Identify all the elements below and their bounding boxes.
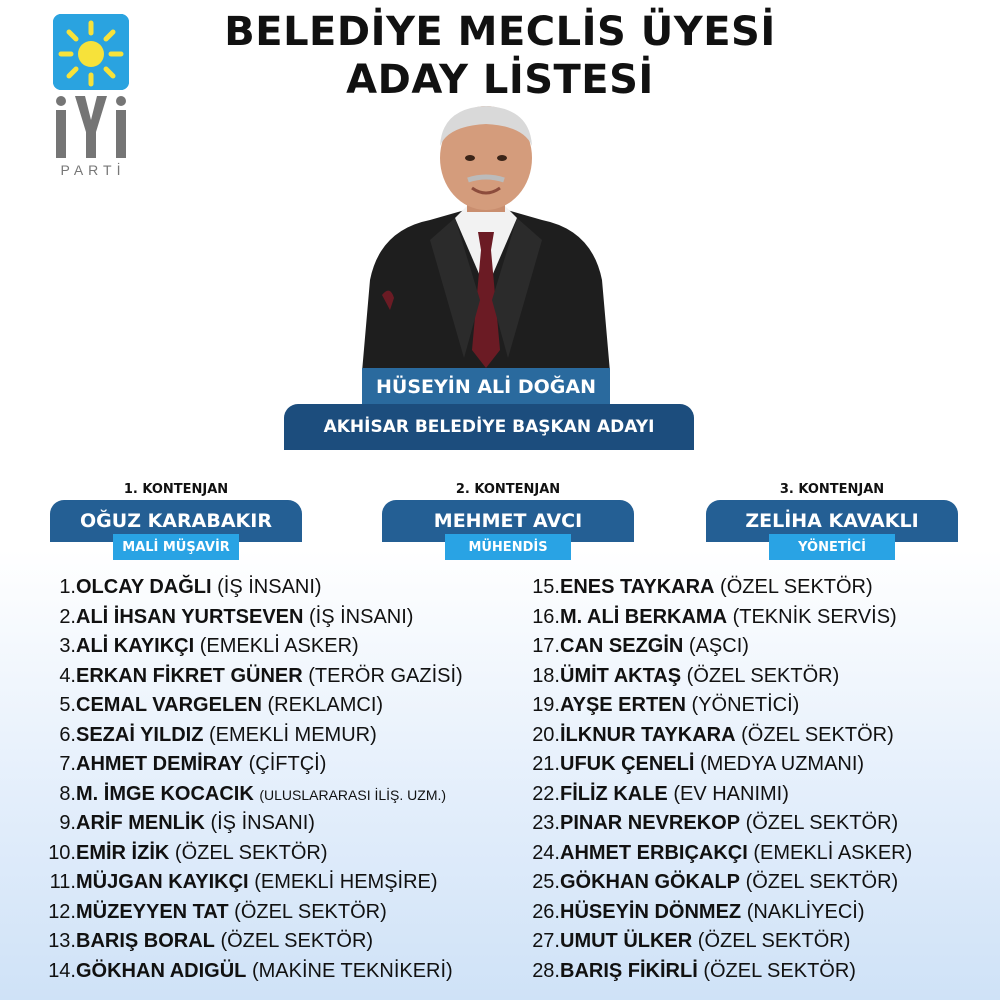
list-item-name: MÜZEYYEN TAT — [76, 900, 229, 923]
list-item-name: M. ALİ BERKAMA — [560, 605, 728, 628]
list-item-number: 22. — [532, 782, 560, 805]
title-line-1: BELEDİYE MECLİS ÜYESİ — [224, 9, 776, 55]
list-item-number: 5. — [59, 694, 76, 716]
quota-1 — [50, 482, 302, 560]
list-item-job: (REKLAMCI) — [267, 694, 384, 716]
title-line-2: ADAY LİSTESİ — [346, 57, 654, 103]
list-item-job: (ÖZEL SEKTÖR) — [745, 812, 899, 834]
list-item — [40, 957, 463, 987]
list-item-job: (TERÖR GAZİSİ) — [308, 664, 463, 687]
list-item-number: 16. — [532, 605, 560, 628]
list-item — [40, 662, 463, 692]
list-item-name: GÖKHAN GÖKALP — [560, 871, 740, 893]
list-item — [40, 780, 463, 810]
list-item-job: (ÖZEL SEKTÖR) — [174, 841, 328, 864]
list-item-name: EMİR İZİK — [76, 841, 170, 864]
list-item — [522, 927, 912, 957]
list-item-job: (EMEKLİ MEMUR) — [208, 723, 377, 746]
list-item-number: 6. — [59, 723, 76, 746]
list-item-job: (ULUSLARARASI İLİŞ. UZM.) — [259, 786, 447, 803]
quota-job: MÜHENDİS — [445, 534, 571, 560]
quota-label: 2. KONTENJAN — [455, 482, 561, 497]
list-item — [40, 573, 463, 603]
list-item-name: UMUT ÜLKER — [560, 930, 693, 952]
quota-name: MEHMET AVCI — [382, 500, 634, 542]
list-item-number: 24. — [532, 841, 560, 864]
list-item-job: (YÖNETİCİ) — [691, 694, 800, 716]
list-item-number: 27. — [532, 930, 560, 952]
list-item-name: AHMET DEMİRAY — [76, 753, 244, 775]
list-item-number: 14. — [48, 959, 76, 982]
list-item — [40, 632, 463, 662]
list-item-job: (AŞCI) — [688, 635, 749, 657]
list-item — [522, 573, 912, 603]
list-item-name: CAN SEZGİN — [560, 635, 684, 657]
list-item-job: (ÖZEL SEKTÖR) — [720, 576, 873, 598]
list-item-number: 8. — [59, 782, 76, 805]
list-item — [522, 868, 912, 898]
quota-name: ZELİHA KAVAKLI — [706, 500, 958, 542]
list-item — [522, 662, 912, 692]
list-item-job: (ÖZEL SEKTÖR) — [220, 930, 374, 952]
list-item-name: ALİ KAYIKÇI — [76, 635, 195, 657]
list-item-name: MÜJGAN KAYIKÇI — [76, 871, 249, 893]
page-title — [150, 8, 850, 104]
list-item — [40, 927, 463, 957]
list-item-number: 2. — [59, 605, 76, 628]
list-item-job: (İŞ İNSANI) — [309, 605, 414, 628]
list-item-number: 15. — [532, 576, 560, 598]
list-item — [522, 750, 912, 780]
list-item-job: (MEDYA UZMANI) — [700, 753, 865, 775]
list-item — [522, 603, 912, 633]
list-item-number: 26. — [532, 900, 560, 923]
list-item-job: (NAKLİYECİ) — [746, 900, 865, 923]
member-list-right — [522, 573, 912, 986]
quota-3 — [706, 482, 958, 560]
list-item-number: 11. — [49, 871, 76, 893]
list-item-job: (İŞ İNSANI) — [210, 812, 315, 834]
list-item-number: 25. — [532, 871, 560, 893]
list-item-name: AHMET ERBIÇAKÇI — [560, 841, 748, 864]
sun-icon — [53, 14, 129, 90]
list-item — [40, 721, 463, 751]
candidate-name: HÜSEYİN ALİ DOĞAN — [362, 368, 610, 406]
list-item-number: 12. — [48, 900, 76, 923]
list-item-number: 9. — [59, 812, 76, 834]
list-item-job: (ÇİFTÇİ) — [248, 753, 327, 775]
list-item — [40, 868, 463, 898]
list-item-job: (ÖZEL SEKTÖR) — [234, 900, 387, 923]
list-item-number: 10. — [48, 841, 76, 864]
quota-job: YÖNETİCİ — [769, 534, 895, 560]
list-item-job: (ÖZEL SEKTÖR) — [697, 930, 851, 952]
list-item-number: 21. — [532, 753, 560, 775]
list-item-number: 4. — [59, 664, 76, 687]
quota-2 — [382, 482, 634, 560]
list-item-job: (ÖZEL SEKTÖR) — [745, 871, 899, 893]
list-item-job: (İŞ İNSANI) — [217, 576, 322, 598]
list-item — [40, 691, 463, 721]
list-item — [522, 957, 912, 987]
list-item-job: (EMEKLİ ASKER) — [199, 635, 359, 657]
list-item-name: ALİ İHSAN YURTSEVEN — [76, 605, 304, 628]
list-item-number: 17. — [532, 635, 560, 657]
list-item-name: SEZAİ YILDIZ — [76, 723, 204, 746]
list-item — [522, 809, 912, 839]
list-item-name: CEMAL VARGELEN — [76, 694, 262, 716]
list-item-job: (EMEKLİ ASKER) — [753, 841, 913, 864]
list-item-name: UFUK ÇENELİ — [560, 753, 695, 775]
list-item-name: AYŞE ERTEN — [560, 694, 686, 716]
list-item-name: M. İMGE KOCACIK — [76, 782, 254, 805]
list-item-job: (EV HANIMI) — [673, 782, 789, 805]
list-item-number: 23. — [532, 812, 560, 834]
list-item-name: OLCAY DAĞLI — [76, 576, 212, 598]
list-item-name: ÜMİT AKTAŞ — [560, 664, 682, 687]
list-item-number: 18. — [532, 664, 560, 687]
list-item-name: BARIŞ BORAL — [76, 930, 215, 952]
list-item-name: HÜSEYİN DÖNMEZ — [560, 900, 742, 923]
list-item-job: (EMEKLİ HEMŞİRE) — [254, 871, 438, 893]
list-item — [522, 839, 912, 869]
list-item-name: ERKAN FİKRET GÜNER — [76, 664, 303, 687]
party-logo — [53, 14, 129, 178]
list-item-number: 19. — [532, 694, 560, 716]
list-item-job: (ÖZEL SEKTÖR) — [741, 723, 894, 746]
list-item-number: 28. — [532, 959, 560, 982]
list-item — [522, 780, 912, 810]
candidate-role: AKHİSAR BELEDİYE BAŞKAN ADAYI — [284, 404, 694, 450]
member-list-left — [40, 573, 463, 986]
list-item — [40, 809, 463, 839]
list-item — [522, 721, 912, 751]
list-item-job: (MAKİNE TEKNİKERİ) — [251, 959, 453, 982]
quota-name: OĞUZ KARABAKIR — [50, 500, 302, 542]
list-item — [522, 898, 912, 928]
list-item — [40, 750, 463, 780]
list-item-name: FİLİZ KALE — [560, 782, 668, 805]
list-item-number: 20. — [532, 723, 560, 746]
logo-subtext: PARTİ — [60, 162, 126, 178]
list-item — [522, 691, 912, 721]
list-item — [522, 632, 912, 662]
logo-wordmark — [53, 94, 129, 160]
list-item-number: 1. — [59, 576, 76, 598]
list-item-name: ENES TAYKARA — [560, 576, 715, 598]
list-item-name: ARİF MENLİK — [76, 812, 205, 834]
quota-job: MALİ MÜŞAVİR — [113, 534, 239, 560]
quota-label: 3. KONTENJAN — [779, 482, 885, 497]
list-item — [40, 839, 463, 869]
list-item-job: (ÖZEL SEKTÖR) — [703, 959, 856, 982]
list-item-name: PINAR NEVREKOP — [560, 812, 741, 834]
list-item-number: 13. — [48, 930, 76, 952]
list-item-number: 3. — [59, 635, 76, 657]
list-item-job: (ÖZEL SEKTÖR) — [686, 664, 840, 687]
list-item-name: GÖKHAN ADIGÜL — [76, 959, 247, 982]
list-item — [40, 603, 463, 633]
list-item-job: (TEKNİK SERVİS) — [732, 605, 897, 628]
list-item-name: BARIŞ FİKİRLİ — [560, 959, 698, 982]
candidate-photo — [360, 100, 612, 372]
list-item-name: İLKNUR TAYKARA — [560, 723, 736, 746]
list-item-number: 7. — [59, 753, 76, 775]
list-item — [40, 898, 463, 928]
quota-label: 1. KONTENJAN — [123, 482, 229, 497]
